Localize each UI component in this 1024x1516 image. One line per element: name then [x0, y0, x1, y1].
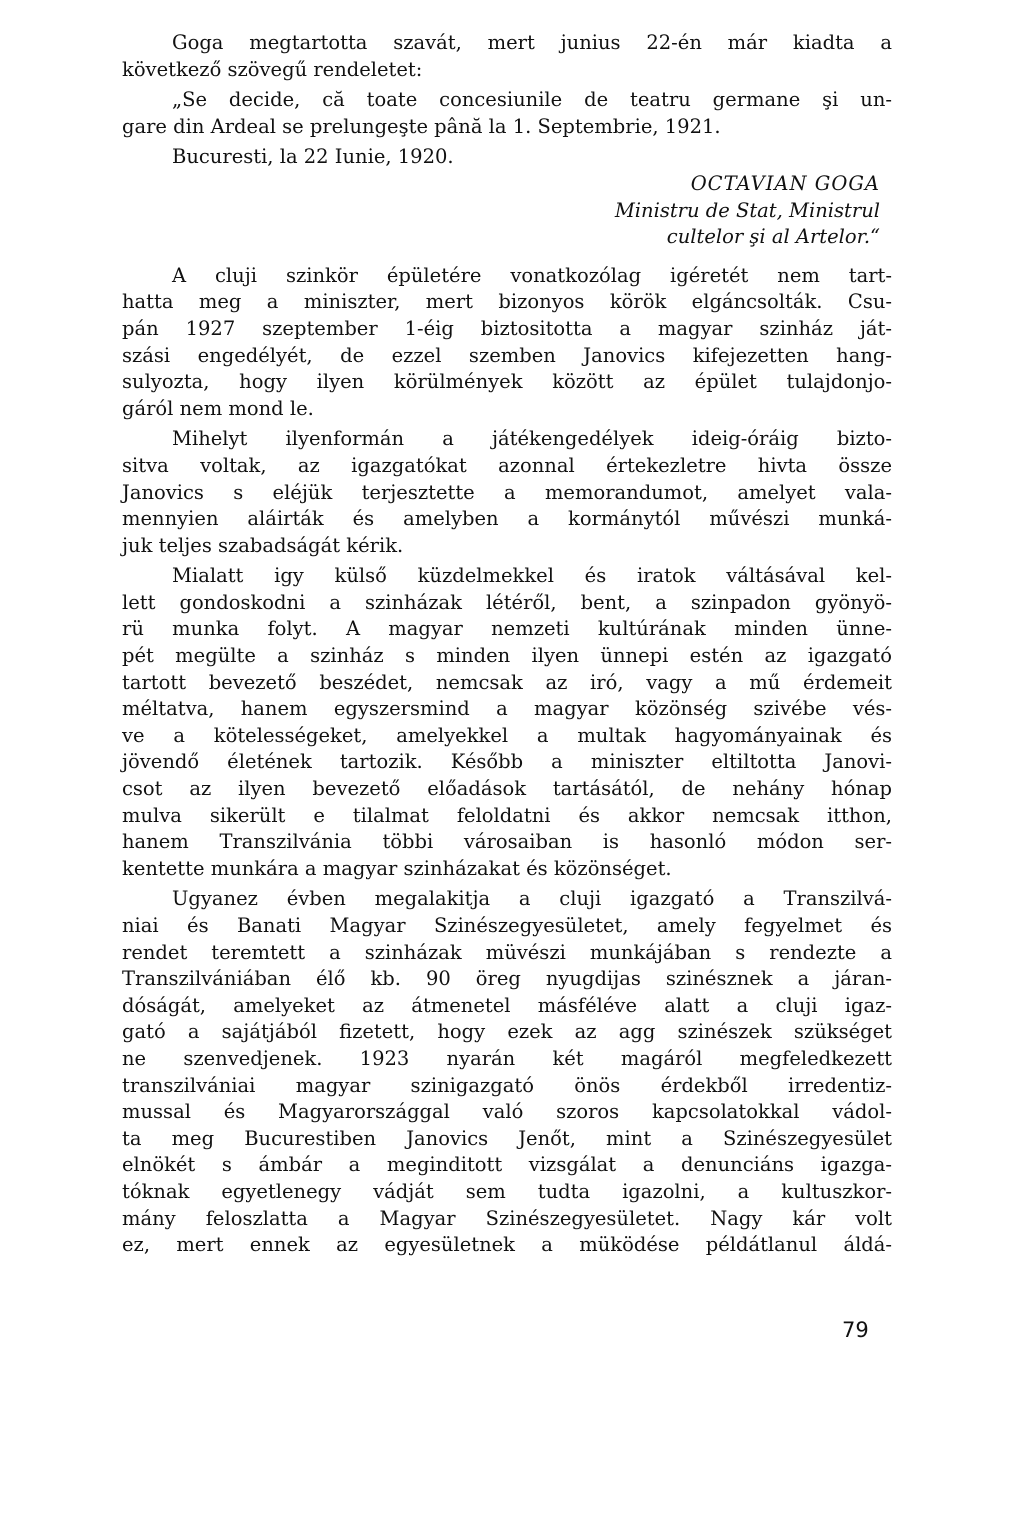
place-date: Bucuresti, la 22 Iunie, 1920. [172, 145, 454, 169]
text-line: tartott bevezető beszédet, nemcsak az iró, vagy a mű érdemeit [122, 670, 892, 694]
text-line: rendet teremtett a szinházak müvészi munkájában s rendezte a [122, 940, 892, 964]
text-line: gató a sajátjából fizetett, hogy ezek az agg szinészek szükséget [122, 1020, 892, 1044]
text-line: lett gondoskodni a szinházak létéről, bent, a szinpadon gyönyö- [122, 590, 892, 614]
paragraph [122, 263, 892, 423]
text-line: következő szövegű rendeletet: [122, 57, 423, 81]
text-line: szási engedélyét, de ezzel szemben Janovics kifejezetten hang- [122, 343, 892, 367]
text-line: kentette munkára a magyar szinházakat és közönséget. [122, 856, 672, 880]
text-line: jövendő életének tartozik. Később a miniszter eltiltotta Janovi- [122, 750, 892, 774]
text-line: mány feloszlatta a Magyar Szinészegyesületet. Nagy kár volt [122, 1206, 892, 1230]
text-line: Mihelyt ilyenformán a játékengedélyek ideig-óráig bizto- [172, 427, 892, 451]
text-line: sitva voltak, az igazgatókat azonnal értekezletre hivta össze [122, 453, 892, 477]
text-line: gare din Ardeal se prelungeşte până la 1. Septembrie, 1921. [122, 114, 721, 138]
text-line: juk teljes szabadságát kérik. [122, 533, 404, 557]
text-line: elnökét s ámbár a meginditott vizsgálat a denunciáns igazga- [122, 1153, 892, 1177]
text-line: gáról nem mond le. [122, 396, 314, 420]
text-line: méltatva, hanem egyszersmind a magyar közönség szivébe vés- [122, 697, 892, 721]
paragraph [122, 426, 892, 559]
text-line: hanem Transzilvánia többi városaiban is hasonló módon ser- [122, 830, 892, 854]
text-line: niai és Banati Magyar Szinészegyesületet, amely fegyelmet és [122, 914, 892, 937]
paragraph [122, 886, 892, 1258]
signature-title: Ministru de Stat, Ministrul [614, 198, 880, 222]
text-line: „Se decide, că toate concesiunile de teatru germane şi un- [172, 88, 892, 112]
text-line: pán 1927 szeptember 1-éig biztositotta a magyar szinház ját- [122, 316, 892, 340]
text-line: Janovics s eléjük terjesztette a memorandumot, amelyet vala- [122, 480, 892, 504]
text-line: A cluji szinkör épületére vonatkozólag igéretét nem tart- [172, 263, 892, 287]
intro-paragraph [122, 30, 892, 83]
decree-quote [122, 87, 892, 140]
text-line: mennyien aláirták és amelyben a kormánytól művészi munká- [122, 507, 892, 531]
signature-name: OCTAVIAN GOGA [690, 171, 880, 195]
text-line: pét megülte a szinház s minden ilyen ünnepi estén az igazgató [122, 644, 892, 668]
signature-block [122, 171, 880, 251]
text-line: Ugyanez évben megalakitja a cluji igazgató a Transzilvá- [172, 887, 892, 911]
text-line: Transzilvániában élő kb. 90 öreg nyugdijas szinésznek a járan- [122, 967, 892, 991]
text-line: mussal és Magyarországgal való szoros kapcsolatokkal vádol- [122, 1100, 892, 1124]
text-line: rü munka folyt. A magyar nemzeti kultúrának minden ünne- [122, 617, 892, 641]
text-line: dóságát, amelyeket az átmenetel másféléve alatt a cluji igaz- [122, 993, 892, 1017]
text-line: hatta meg a miniszter, mert bizonyos körök elgáncsolták. Csu- [122, 290, 892, 314]
text-line: sulyozta, hogy ilyen körülmények között az épület tulajdonjo- [122, 370, 892, 394]
paragraph [122, 563, 892, 882]
text-line: ve a kötelességeket, amelyekkel a multak hagyományainak és [122, 723, 892, 747]
page-number: 79 [842, 1318, 869, 1342]
text-line: tóknak egyetlenegy vádját sem tudta igazolni, a kultuszkor- [122, 1179, 892, 1203]
text-line: transzilvániai magyar szinigazgató önös érdekből irredentiz- [122, 1073, 892, 1097]
text-line: Mialatt igy külső küzdelmekkel és iratok váltásával kel- [172, 564, 892, 588]
text-line: Goga megtartotta szavát, mert junius 22-én már kiadta a [172, 31, 892, 54]
text-line: csot az ilyen bevezető előadások tartásától, de nehány hónap [122, 777, 892, 801]
text-line: mulva sikerült e tilalmat feloldatni és akkor nemcsak itthon, [122, 803, 892, 827]
signature-title: cultelor şi al Artelor.“ [666, 225, 880, 249]
text-line: ez, mert ennek az egyesületnek a müködése példátlanul áldá- [122, 1233, 892, 1257]
text-line: ne szenvedjenek. 1923 nyarán két magáról megfeledkezett [122, 1046, 892, 1070]
text-line: ta meg Bucurestiben Janovics Jenőt, mint a Szinészegyesület [122, 1126, 892, 1150]
page-body [122, 30, 892, 1259]
